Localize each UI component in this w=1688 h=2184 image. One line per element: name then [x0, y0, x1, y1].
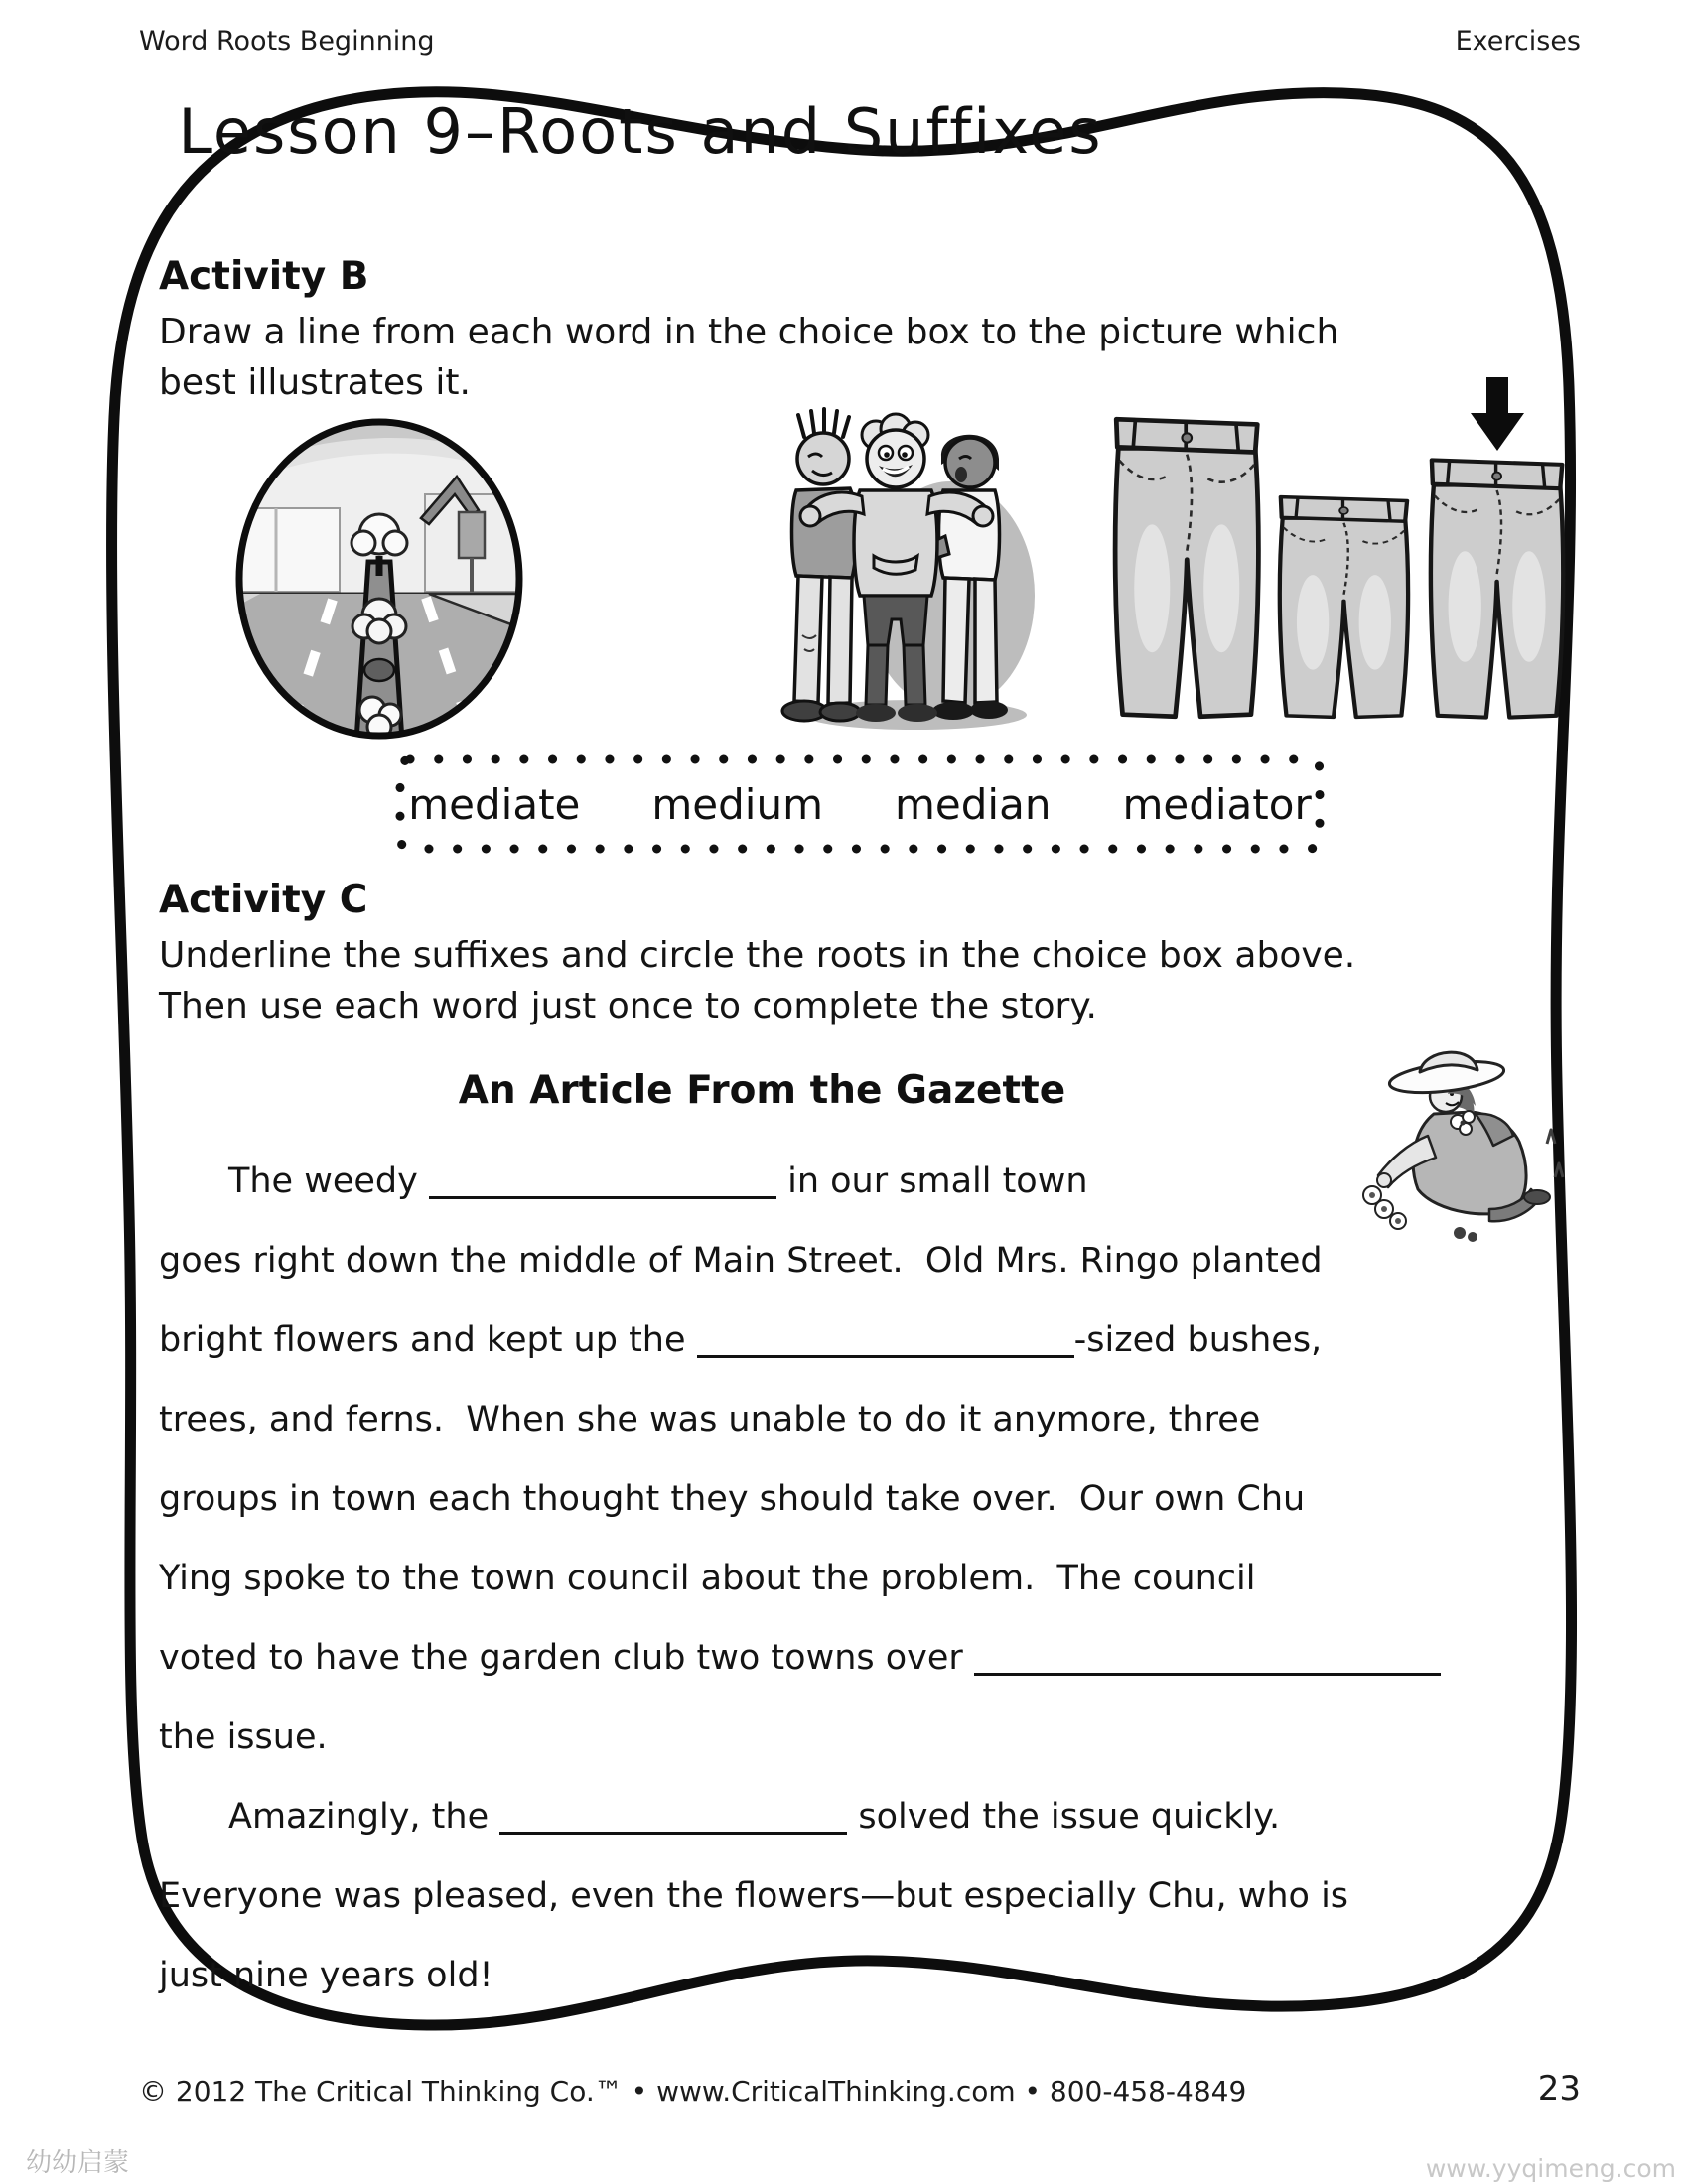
choice-box [393, 752, 1327, 856]
choice-word-median: median [895, 779, 1052, 829]
article-body [159, 1142, 1549, 2015]
activity-c-instruction-line-2: Then use each word just once to complete the story. [159, 986, 1097, 1026]
story-text: goes right down the middle of Main Street. Old Mrs. Ringo planted [159, 1241, 1323, 1281]
activity-b-instruction-line-2: best illustrates it. [159, 362, 471, 403]
running-header-section: Exercises [1455, 26, 1581, 57]
story-line [159, 1539, 1549, 1618]
activity-c-section [159, 878, 1355, 1031]
story-text: bright flowers and kept up the [159, 1320, 697, 1360]
story-text: Ying spoke to the town council about the problem. The council [159, 1559, 1256, 1598]
fill-in-blank [974, 1673, 1441, 1676]
road-median-circle-picture [234, 417, 524, 741]
story-text: the issue. [159, 1717, 328, 1757]
story-text: just nine years old! [159, 1956, 493, 1995]
watermark-left: 幼幼启蒙 [26, 2148, 130, 2178]
running-header-book-title: Word Roots Beginning [139, 26, 435, 57]
story-line [159, 1936, 1549, 2015]
story-line [159, 1618, 1549, 1698]
footer-copyright: © 2012 The Critical Thinking Co.™ • www.CriticalThinking.com • 800-458-4849 [139, 2075, 1247, 2108]
story-text: Everyone was pleased, even the flowers—but especially Chu, who is [159, 1876, 1349, 1916]
fill-in-blank [499, 1832, 847, 1835]
choice-word-mediator: mediator [1122, 779, 1312, 829]
watermark-right: www.yyqimeng.com [1425, 2154, 1676, 2183]
story-line [159, 1142, 1549, 1221]
lesson-title: Lesson 9–Roots and Suffixes [178, 95, 1103, 168]
story-text: Amazingly, the [228, 1797, 500, 1837]
activity-b-heading: Activity B [159, 254, 369, 299]
down-arrow-icon [1471, 377, 1524, 451]
three-jeans-sizes-picture [1090, 369, 1602, 739]
story-text: solved the issue quickly. [847, 1797, 1281, 1837]
activity-b-instruction-line-1: Draw a line from each word in the choice box to the picture which [159, 312, 1339, 352]
story-text: voted to have the garden club two towns over [159, 1638, 974, 1678]
article-title: An Article From the Gazette [458, 1068, 1066, 1113]
story-text: The weedy [228, 1161, 429, 1201]
story-text: groups in town each thought they should take over. Our own Chu [159, 1479, 1306, 1519]
story-line [159, 1300, 1549, 1380]
story-text: trees, and ferns. When she was unable to do it anymore, three [159, 1400, 1261, 1439]
fill-in-blank [697, 1355, 1074, 1358]
story-text: in our small town [775, 1161, 1088, 1201]
activity-c-heading: Activity C [159, 878, 368, 922]
fill-in-blank [429, 1196, 776, 1199]
story-line [159, 1698, 1549, 1777]
story-text: -sized bushes, [1073, 1320, 1323, 1360]
three-friends-huddle-picture [747, 407, 1050, 735]
story-line [159, 1459, 1549, 1539]
page-number: 23 [1537, 2069, 1581, 2109]
choice-word-medium: medium [651, 779, 824, 829]
story-line [159, 1777, 1549, 1856]
choice-word-mediate: mediate [408, 779, 581, 829]
story-line [159, 1856, 1549, 1936]
activity-c-instruction-line-1: Underline the suffixes and circle the roots in the choice box above. [159, 935, 1356, 976]
story-line [159, 1380, 1549, 1459]
story-line [159, 1221, 1549, 1300]
